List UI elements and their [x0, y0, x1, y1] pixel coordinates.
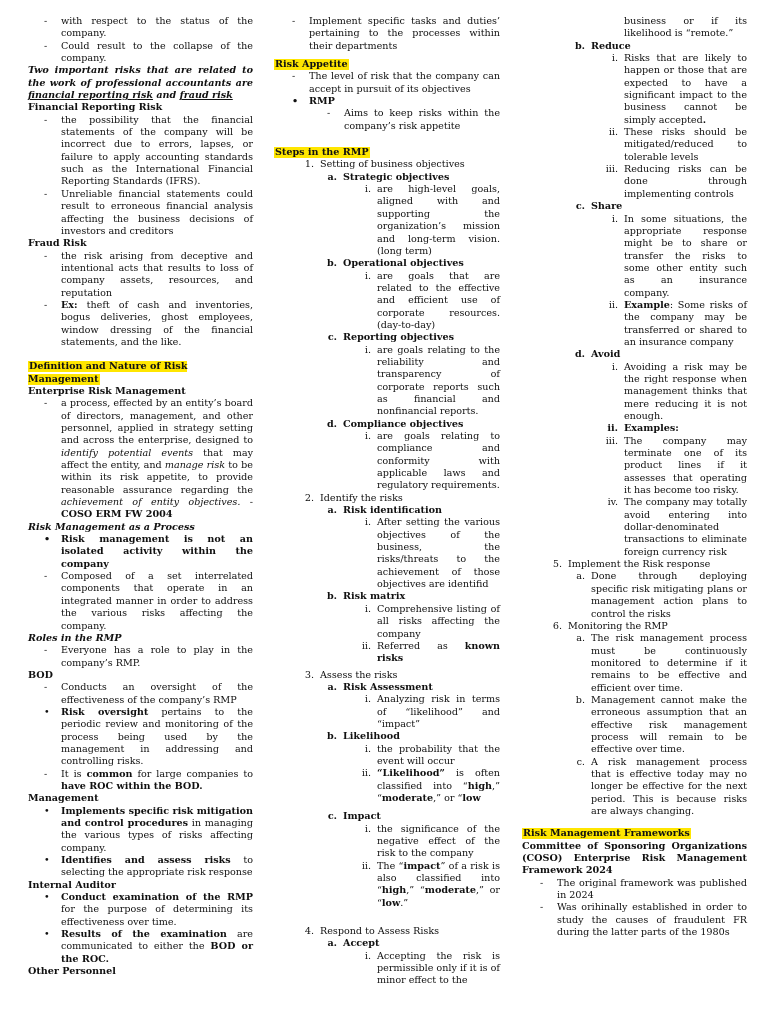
list-item: i. the probability that the event will occur: [364, 743, 500, 767]
step-1b: b. Operational objectives: [326, 258, 464, 270]
list-item: i. are goals that are related to the effective and efficient use of corporate resources. (day-to-day): [364, 270, 500, 331]
list-item: • Results of the examination are communicated to either the BOD or the ROC.: [61, 929, 253, 966]
frameworks-heading: Risk Management Frameworks: [523, 828, 690, 840]
list-item: ii. The “impact” of a risk is also classified into “high,” “moderate,” or “low.”: [361, 860, 500, 909]
list-item: - a process, effected by an entity’s board of directors, management, and other personnel, applied in strategy setting and across the enterprise, designed to identify potential events that may affect the entity, and manage risk to be within its risk appetite, to provide reasonable assurance regarding the achievement of entity objectives. - COSO ERM FW 2004: [61, 398, 253, 521]
coso-title: Committee of Sponsoring Organizations (COSO) Enterprise Risk Management Framework 2024: [522, 840, 747, 877]
step-1: 1. Setting of business objectives: [304, 159, 465, 171]
risk-appetite-heading: Risk Appetite: [275, 59, 348, 71]
list-item: • RMP: [309, 96, 500, 108]
list-item: - The original framework was published in 2024: [557, 878, 747, 903]
list-item: - the risk arising from deceptive and intentional acts that results to loss of company assets, resources, and reputation: [61, 251, 253, 300]
list-item: business or if its likelihood is “remote.”: [624, 16, 747, 40]
definition-heading: Definition and Nature of Risk Management: [28, 361, 188, 385]
list-item: - The level of risk that the company can accept in pursuit of its objectives: [309, 71, 500, 96]
list-item: ii. These risks should be mitigated/reduced to tolerable levels: [608, 127, 747, 163]
step-1a: a. Strategic objectives: [327, 171, 450, 183]
list-item: i. In some situations, the appropriate response might be to share or transfer the risks to some other entity such as an insurance company.: [611, 213, 747, 299]
list-item: ii. Examples:: [607, 423, 679, 435]
list-item: iii. The company may terminate one of its product lines if it assesses that operating it has become too risky.: [605, 435, 747, 497]
list-item: i. Accepting the risk is permissible only if it is of minor effect to the: [364, 950, 500, 987]
list-item: - Everyone has a role to play in the company’s RMP.: [61, 645, 253, 670]
list-item: b. Management cannot make the erroneous assumption that an effective risk management process will remain to be effective over time.: [575, 694, 747, 756]
column-left: [28, 16, 253, 978]
step-2: 2. Identify the risks: [304, 492, 403, 504]
list-item: i. are goals relating to the reliability and transparency of corporate reports such as financial and nonfinancial reports.: [364, 344, 500, 418]
financial-reporting-risk-title: Financial Reporting Risk: [28, 102, 163, 114]
fraud-risk-title: Fraud Risk: [28, 238, 87, 250]
list-item: - Implement specific tasks and duties’ pertaining to the processes within their departments: [309, 16, 500, 53]
list-item: - with respect to the status of the company.: [61, 16, 253, 41]
two-risks-statement: Two important risks that are related to the work of professional accountants are financial reporting risk and fraud risk: [28, 65, 253, 102]
step-4c: c. Share: [575, 201, 623, 213]
list-item: - Unreliable financial statements could result to erroneous financial analysis affecting the business decisions of investors and creditors: [61, 189, 253, 238]
list-item: a. Done through deploying specific risk mitigating plans or management action plans to control the risks: [576, 571, 747, 620]
other-personnel-title: Other Personnel: [28, 966, 116, 978]
internal-auditor-title: Internal Auditor: [28, 879, 116, 891]
list-item: - Conducts an oversight of the effectiveness of the company’s RMP: [61, 682, 253, 707]
step-4: 4. Respond to Assess Risks: [304, 926, 440, 938]
step-1c: c. Reporting objectives: [327, 332, 455, 344]
list-item: i. are high-level goals, aligned with and supporting the organization’s mission and long-term vision. (long term): [364, 184, 500, 257]
list-item: i. Analyzing risk in terms of “likelihood” and “impact”: [364, 694, 500, 730]
list-item: - Could result to the collapse of the company.: [61, 41, 253, 66]
step-6: 6. Monitoring the RMP: [552, 620, 668, 632]
management-title: Management: [28, 793, 99, 805]
list-item: • Implements specific risk mitigation and control procedures in managing the various types of risks affecting company.: [61, 806, 253, 855]
bod-title: BOD: [28, 669, 53, 681]
step-4d: d. Avoid: [574, 349, 621, 361]
column-middle: [274, 16, 500, 988]
list-item: - It is common for large companies to have ROC within the BOD.: [61, 769, 253, 794]
list-item: • Conduct examination of the RMP for the purpose of determining its effectiveness over time.: [61, 892, 253, 929]
list-item: i. are goals relating to compliance and conformity with applicable laws and regulatory requirements.: [364, 431, 500, 492]
step-2a: a. Risk identification: [327, 505, 442, 517]
list-item: • Identifies and assess risks to selecting the appropriate risk response: [61, 855, 253, 880]
step-3: 3. Assess the risks: [304, 669, 398, 681]
list-item: - Was orihinally established in order to study the causes of fraudulent FR during the latter parts of the 1980s: [557, 902, 747, 939]
list-item: ii. Referred as known risks: [361, 640, 500, 665]
list-item: ii. Example: Some risks of the company may be transferred or shared to an insurance company: [608, 299, 747, 348]
step-3b: b. Likelihood: [326, 731, 400, 743]
step-4b: b. Reduce: [574, 40, 631, 52]
steps-heading: Steps in the RMP: [275, 147, 369, 159]
step-4a: a. Accept: [327, 938, 380, 950]
column-right: [522, 16, 747, 939]
list-item: iv. The company may totally avoid entering into dollar-denominated transactions to eliminate foreign currency risk: [607, 497, 747, 558]
list-item: i. the significance of the negative effect of the risk to the company: [364, 823, 500, 860]
list-item: - Ex: theft of cash and inventories, bogus deliveries, ghost employees, window dressing of the financial statements, and the like.: [61, 300, 253, 349]
list-item: • Risk management is not an isolated activity within the company: [61, 534, 253, 571]
list-item: • Risk oversight pertains to the periodic review and monitoring of the process being used by the management in addressing and controlling risks.: [61, 707, 253, 769]
list-item: ii. “Likelihood” is often classified into “high,” “moderate,” or “low: [361, 768, 500, 804]
list-item: i. Avoiding a risk may be the right response when management thinks that mere reducing it is not enough.: [611, 361, 747, 422]
step-5: 5. Implement the Risk response: [552, 559, 711, 571]
list-item: - Composed of a set interrelated components that operate in an integrated manner in order to address the various risks affecting the company.: [61, 571, 253, 633]
step-3a: a. Risk Assessment: [327, 681, 433, 693]
step-1d: d. Compliance objectives: [326, 418, 464, 430]
roles-title: Roles in the RMP: [28, 632, 122, 644]
list-item: c. A risk management process that is effective today may no longer be effective for the next period. This is because risks are always changing.: [576, 756, 747, 817]
list-item: iii. Reducing risks can be done through implementing controls: [605, 164, 747, 200]
list-item: i. After setting the various objectives of the business, the risks/threats to the achievement of those objectives are identifid: [364, 517, 500, 591]
erm-title: Enterprise Risk Management: [28, 385, 186, 397]
list-item: - Aims to keep risks within the company’s risk appetite: [344, 108, 500, 133]
step-2b: b. Risk matrix: [326, 591, 406, 603]
step-3c: c. Impact: [327, 811, 381, 823]
list-item: - the possibility that the financial statements of the company will be incorrect due to errors, lapses, or failure to apply accounting standards such as the International Financial Reporting Standards (IFRS).: [61, 115, 253, 189]
list-item: i. Comprehensive listing of all risks affecting the company: [364, 603, 500, 640]
rm-process-title: Risk Management as a Process: [28, 521, 195, 533]
list-item: a. The risk management process must be continuously monitored to determine if it remains to be effective and efficient over time.: [576, 633, 747, 694]
list-item: i. Risks that are likely to happen or those that are expected to have a significant impact to the business cannot be simply accepted.: [611, 53, 747, 126]
